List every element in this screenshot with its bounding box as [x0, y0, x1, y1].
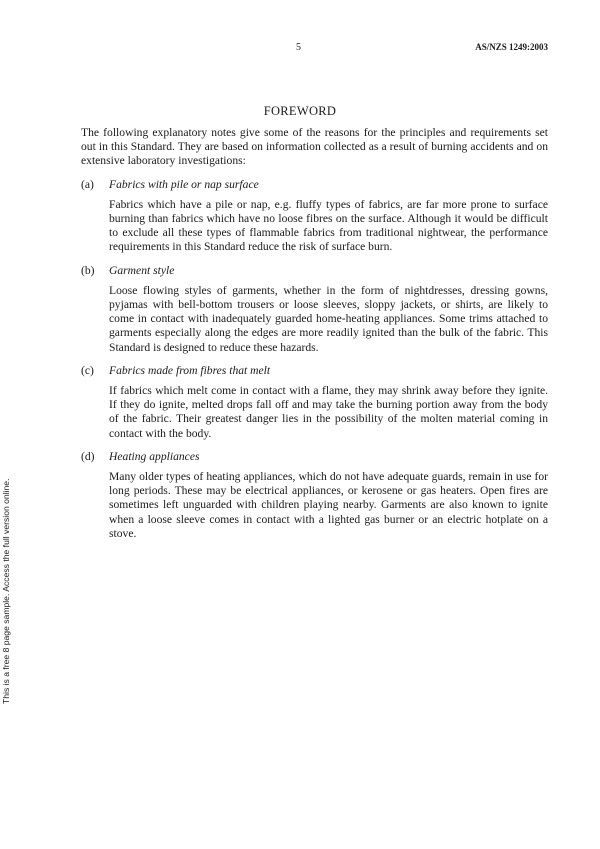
- list-item-b: [81, 264, 548, 355]
- item-heading: [81, 450, 548, 464]
- item-body: Fabrics which have a pile or nap, e.g. fluffy types of fabrics, are far more prone to surface burning than fabrics which have no loose fibres on the surface. Although it would be difficult to exclude all these types of flammable fabrics from traditional nightwear, the performance requirements in this Standard reduce the risk of surface burn.: [109, 197, 548, 254]
- item-title: Fabrics made from fibres that melt: [109, 363, 271, 377]
- item-heading: [81, 178, 548, 192]
- list-item-c: [81, 364, 548, 441]
- item-body: If fabrics which melt come in contact with a flame, they may shrink away before they ignite. If they do ignite, melted drops fall off and may take the burning portion away from the body of the fabric. Their greatest danger lies in the possibility of the molten material coming in contact with the body.: [109, 384, 548, 440]
- page-number: 5: [296, 42, 301, 53]
- item-body: Loose flowing styles of garments, whether in the form of nightdresses, dressing gowns, pyjamas with bell-bottom trousers or loose sleeves, sloppy jackets, or shirts, are likely to come in contact with inadequately guarded home-heating appliances. Some trims attached to garments especially along the edges are more readily ignited than the bulk of the fabric. This Standard is designed to reduce these hazards.: [109, 283, 548, 354]
- foreword-content: [81, 126, 548, 550]
- sample-notice: This is a free 8 page sample. Access the full version online.: [1, 478, 11, 704]
- list-item-d: [81, 450, 548, 541]
- item-letter: (c): [81, 363, 94, 377]
- item-letter: (d): [81, 449, 95, 463]
- page-title: FOREWORD: [263, 104, 337, 118]
- item-body: Many older types of heating appliances, which do not have adequate guards, remain in use for long periods. These may be electrical appliances, or kerosene or gas heaters. Open fires are sometimes left unguarded with children playing nearby. Garments are also known to ignite when a loose sleeve comes in contact with a lighted gas burner or an electric hotplate on a stove.: [109, 470, 548, 540]
- item-title: Fabrics with pile or nap surface: [109, 177, 259, 191]
- item-heading: [81, 364, 548, 378]
- document-id: AS/NZS 1249:2003: [475, 42, 548, 52]
- intro-paragraph: The following explanatory notes give some of the reasons for the principles and requirements set out in this Standard. They are based on information collected as a result of burning accidents and on extensive laboratory investigations:: [81, 126, 548, 168]
- item-title: Garment style: [109, 263, 175, 277]
- list-item-a: [81, 178, 548, 255]
- item-title: Heating appliances: [109, 449, 200, 463]
- item-letter: (a): [81, 177, 94, 191]
- item-heading: [81, 264, 548, 278]
- item-letter: (b): [81, 263, 95, 277]
